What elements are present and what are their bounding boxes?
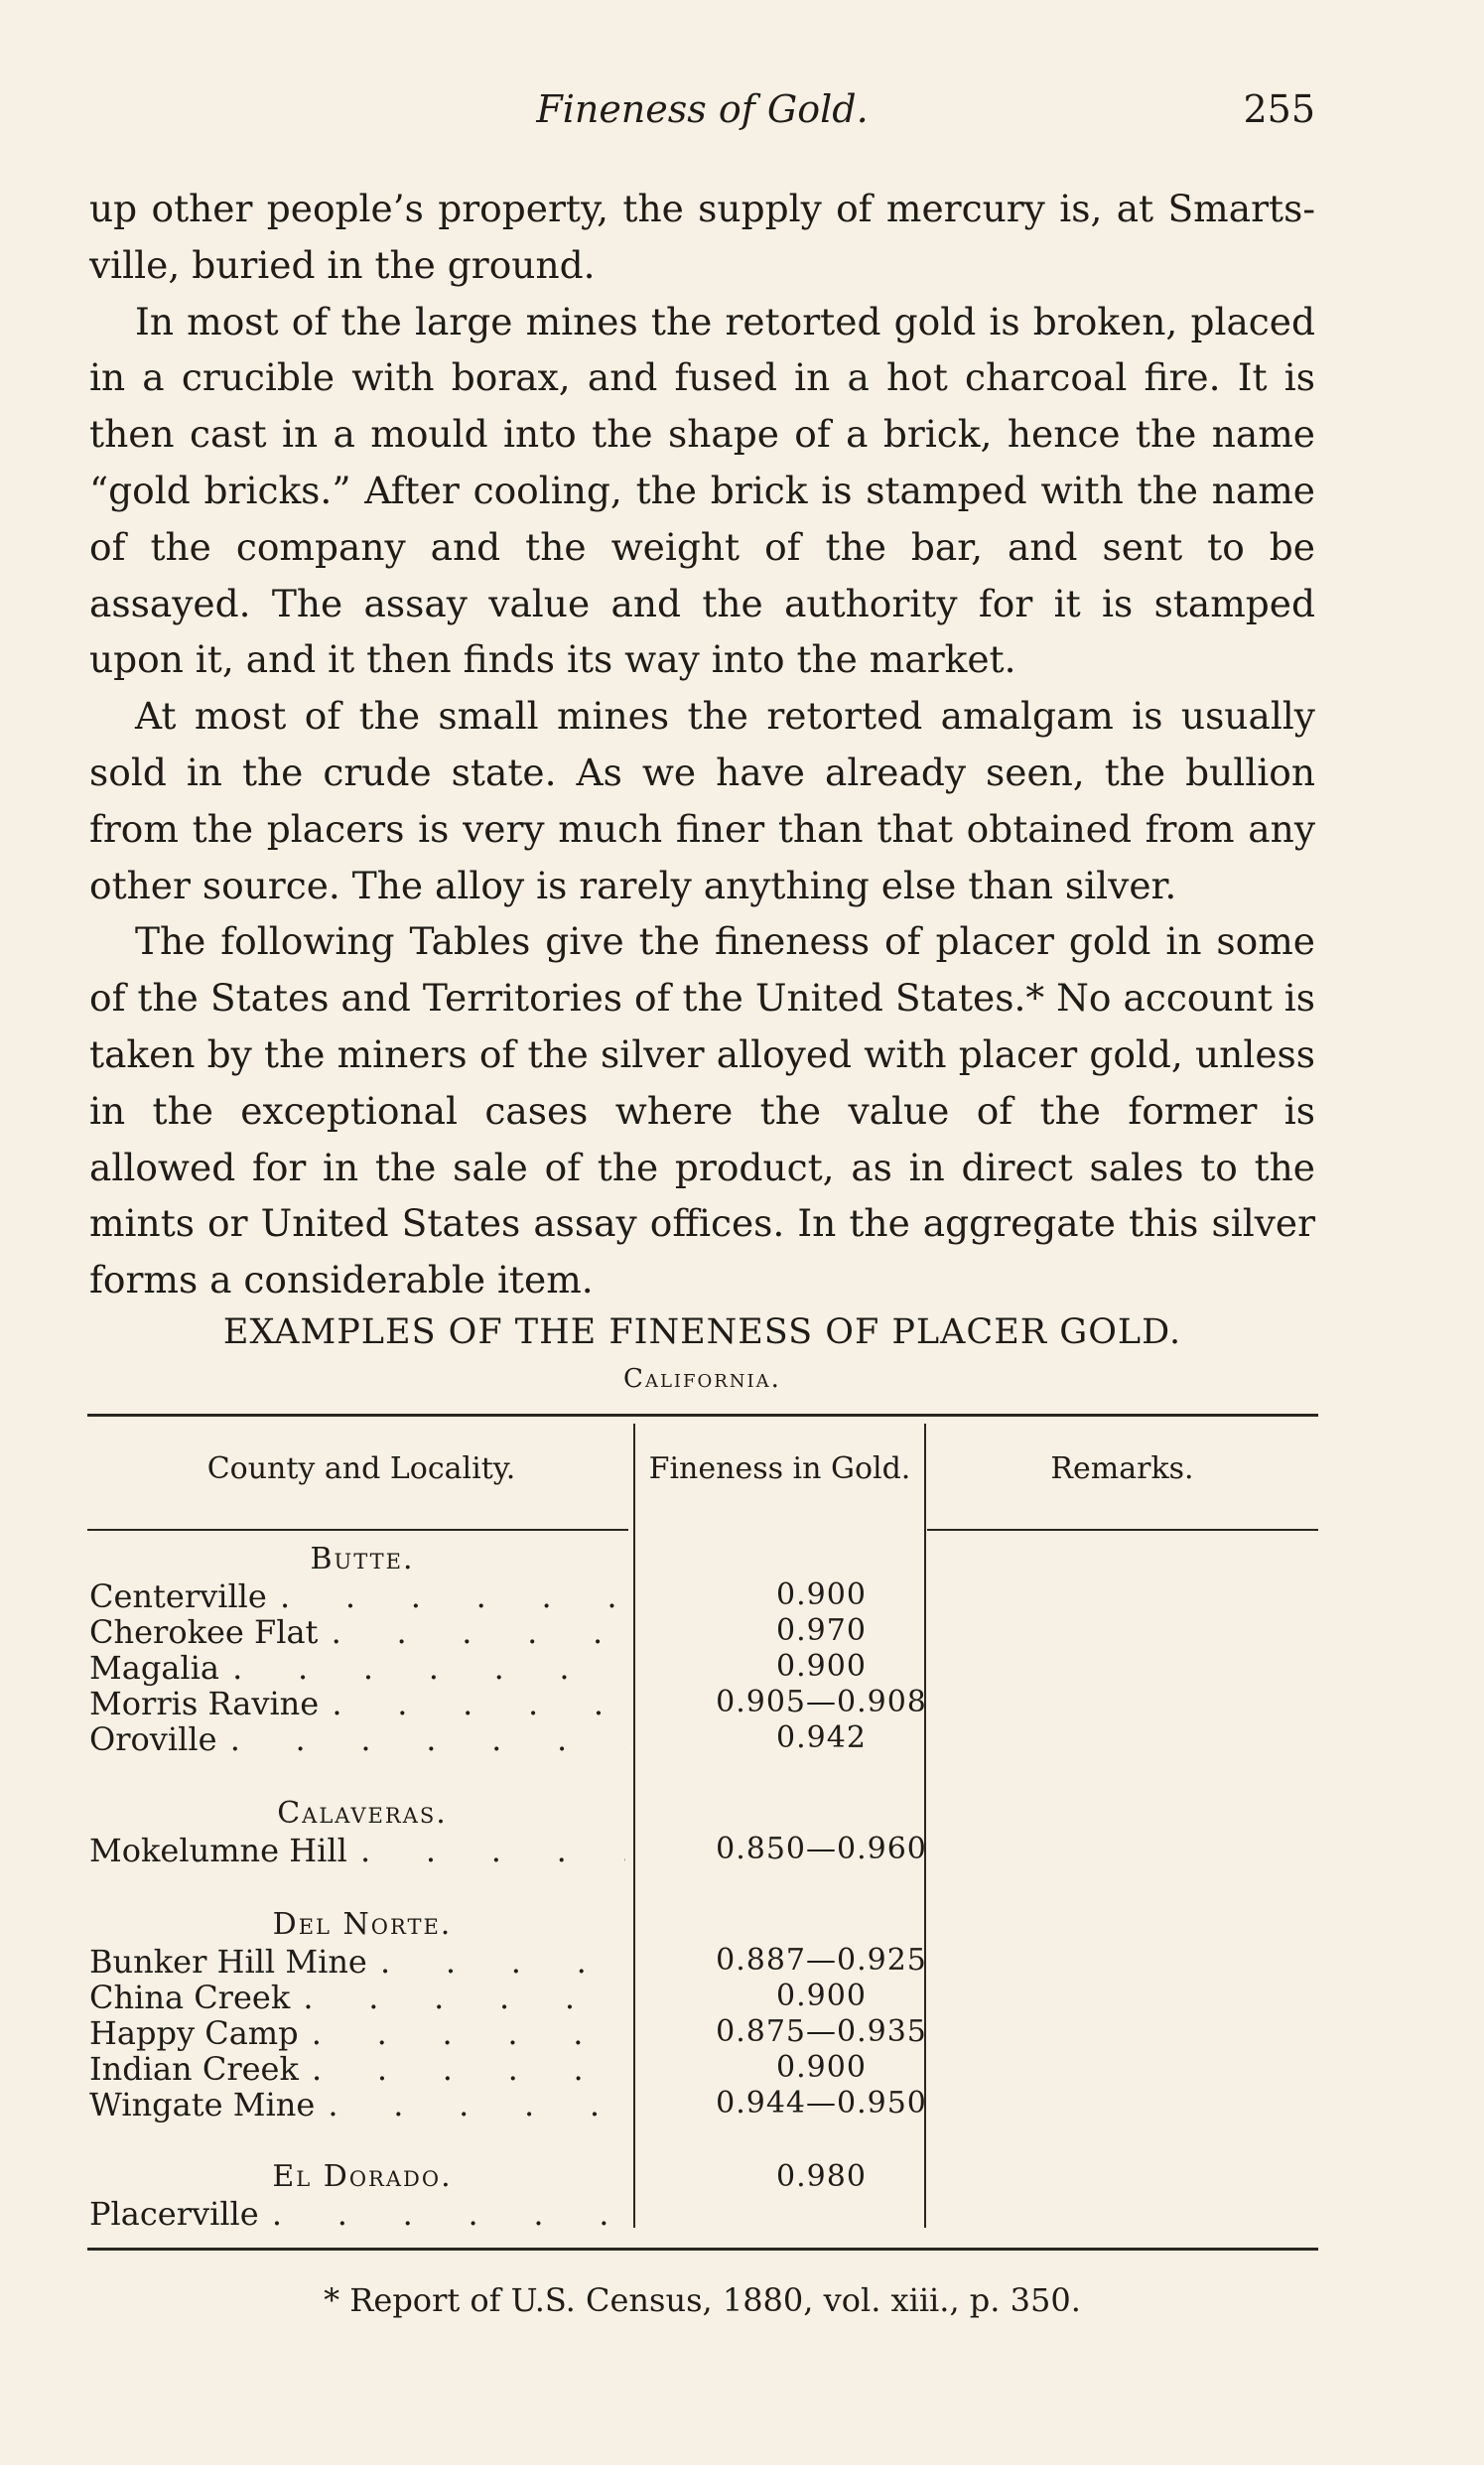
fineness-value: 0.905—0.908 [716,1685,927,1719]
header-rule [927,1529,1318,1531]
table-heading: EXAMPLES OF THE FINENESS OF PLACER GOLD. [222,1312,1182,1352]
paragraph: The following Tables give the fineness of placer gold in some of the States and Territories of the United States.* No account is taken by the miners of the silver alloyed with placer gold, unless in the exceptional cases where the value of the former is allowed for in the sale of the product, as in direct sales to the mints or United States assay offices. In the aggregate this silver forms a considerable item. [89,919,1315,1302]
header-rule [87,1529,628,1531]
locality: Magalia . [89,1649,625,1687]
page-number: 255 [1243,87,1315,131]
footnote: * Report of U.S. Census, 1880, vol. xiii., p. 350. [324,2281,1081,2319]
locality: Happy Camp . [89,2014,625,2052]
table-row [89,1613,1320,1649]
column-header-locality: County and Locality. [206,1451,516,1486]
body-text [89,181,1315,1308]
locality: China Creek . [89,1979,625,2016]
fineness-value: 0.900 [776,1649,867,1684]
fineness-value: 0.980 [776,2159,867,2194]
county-name: Del Norte. [272,1907,453,1942]
column-header-fineness: Fineness in Gold. [648,1451,911,1486]
fineness-value: 0.900 [776,2050,867,2085]
table-row [89,1649,1320,1685]
running-head [89,87,1315,137]
locality: Oroville . [89,1720,625,1758]
fineness-value: 0.944—0.950 [716,2086,927,2121]
fineness-value: 0.970 [776,1613,867,1648]
table-bottom-rule [87,2248,1318,2251]
county-name: Calaveras. [277,1796,448,1831]
running-title: Fineness of Gold. [536,87,869,131]
county-name: Butte. [310,1542,415,1576]
table-row [89,2014,1320,2050]
locality: Centerville . [89,1577,625,1615]
locality: Morris Ravine . [89,1685,625,1722]
locality: Cherokee Flat . [89,1613,625,1651]
fineness-value: 0.850—0.960 [716,1832,927,1866]
fineness-value: 0.887—0.925 [716,1943,927,1978]
table-row [89,2050,1320,2086]
county-row [89,1796,1320,1832]
fineness-value: 0.942 [776,1720,867,1755]
locality: Wingate Mine . [89,2086,625,2123]
fineness-value: 0.875—0.935 [716,2014,927,2049]
locality: Indian Creek . [89,2050,625,2088]
county-row [89,1542,1320,1577]
table-row [89,1979,1320,2014]
fineness-value: 0.900 [776,1577,867,1612]
paragraph: In most of the large mines the retorted gold is broken, placed in a crucible with borax, and fused in a hot charcoal fire. It is then cast in a mould into the shape of a brick, hence the name “gold bricks.” After cooling, the brick is stamped with the name of the company and the weight of the bar, and sent to be assayed. The assay value and the authority for it is stamped upon it, and it then finds its way into the market. [89,299,1315,682]
table-row [89,1720,1320,1756]
table-row [89,1577,1320,1613]
paragraph: At most of the small mines the retorted amalgam is usually sold in the crude state. As we have already seen, the bullion from the placers is very much finer than that obtained from any other source. The alloy is rarely anything else than silver. [89,694,1315,907]
county-name: El Dorado. [272,2159,453,2194]
table-subheading: California. [623,1364,781,1394]
table-row [89,1685,1320,1720]
table-row [89,2086,1320,2122]
table-top-rule [87,1414,1318,1417]
locality: Placerville . [89,2195,625,2233]
fineness-value: 0.900 [776,1979,867,2013]
locality: Mokelumne Hill . [89,1832,625,1869]
county-row [89,1907,1320,1943]
table-row [89,1943,1320,1979]
table-row [89,1832,1320,1867]
county-row [89,2159,1320,2195]
paragraph: up other people’s property, the supply of mercury is, at Smarts- ville, buried in the ground. [89,187,1315,287]
table-row [89,2195,1320,2231]
locality: Bunker Hill Mine . [89,1943,625,1981]
column-header-remarks: Remarks. [1050,1451,1194,1486]
